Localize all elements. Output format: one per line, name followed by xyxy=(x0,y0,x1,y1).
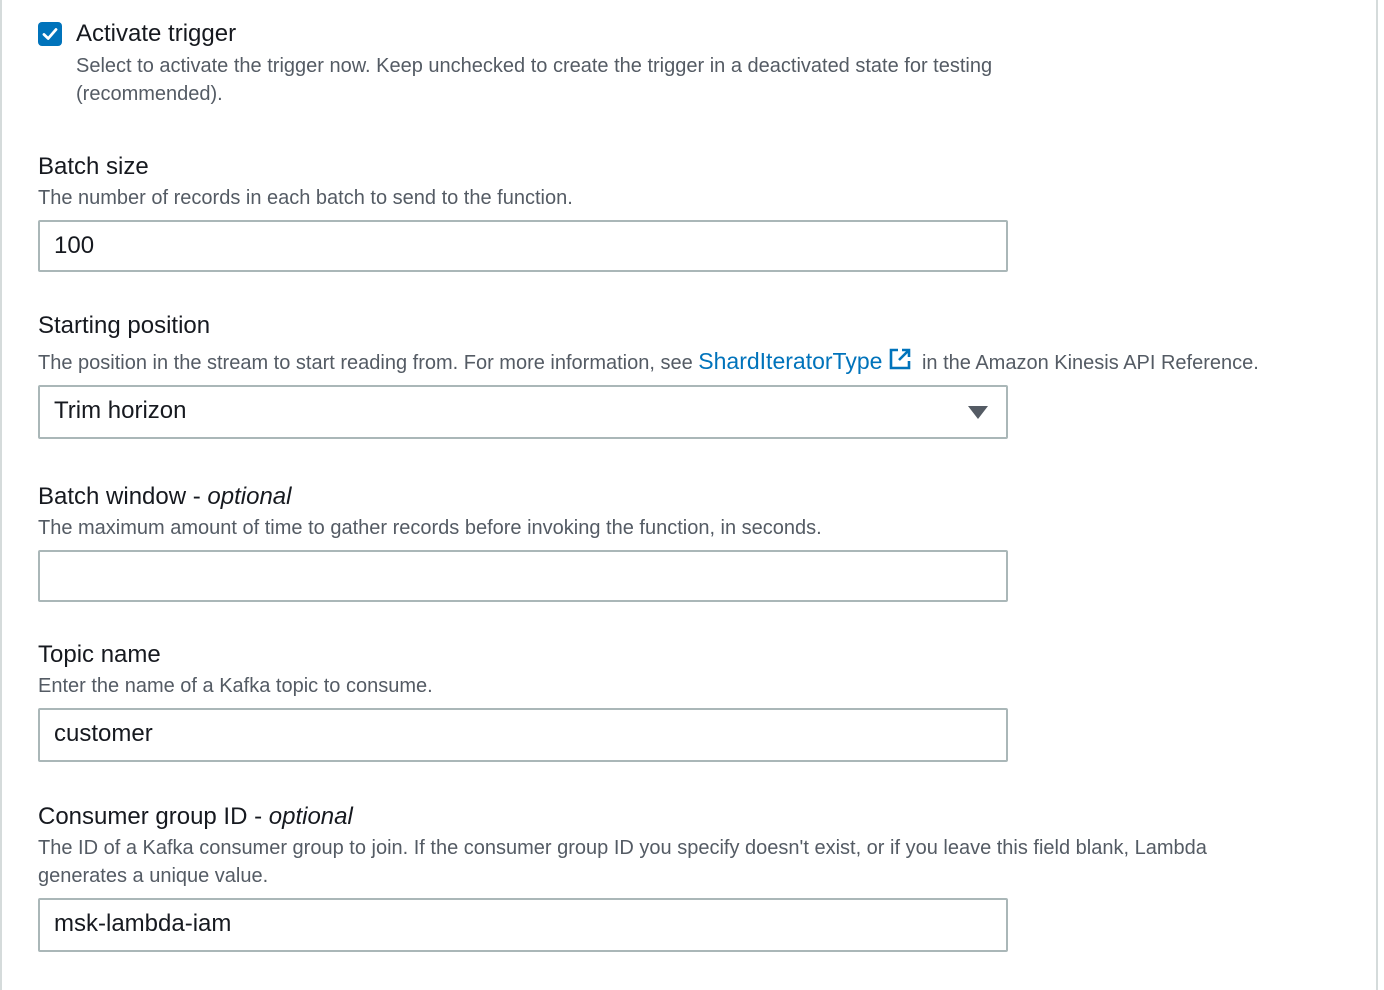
external-link-icon[interactable] xyxy=(888,347,912,371)
activate-trigger-description: Select to activate the trigger now. Keep unchecked to create the trigger in a deactivated state for testing (recommended). xyxy=(76,55,993,105)
batch-size-input[interactable]: 100 xyxy=(38,220,1008,272)
batch-window-input[interactable] xyxy=(38,550,1008,602)
topic-name-field xyxy=(38,640,1358,762)
batch-window-label-text: Batch window - xyxy=(38,483,208,510)
activate-trigger-label[interactable]: Activate trigger xyxy=(76,20,237,47)
starting-position-desc-before: The position in the stream to start reading from. For more information, see xyxy=(38,352,699,374)
batch-window-field xyxy=(38,482,1358,602)
batch-window-label xyxy=(38,482,1358,512)
starting-position-label: Starting position xyxy=(38,312,211,339)
topic-name-label: Topic name xyxy=(38,641,161,668)
batch-size-label: Batch size xyxy=(38,153,149,180)
topic-name-description: Enter the name of a Kafka topic to consume. xyxy=(38,675,433,697)
starting-position-field xyxy=(38,311,1358,439)
consumer-group-description: The ID of a Kafka consumer group to join. If the consumer group ID you specify doesn't exist, or if you leave this field blank, Lambda generates a unique value. xyxy=(38,837,1207,887)
batch-window-description: The maximum amount of time to gather records before invoking the function, in seconds. xyxy=(38,517,822,539)
batch-window-optional: optional xyxy=(207,483,292,510)
consumer-group-label-text: Consumer group ID - xyxy=(38,803,269,830)
consumer-group-label xyxy=(38,802,1358,832)
batch-size-description: The number of records in each batch to send to the function. xyxy=(38,187,573,209)
starting-position-value: Trim horizon xyxy=(54,397,187,424)
check-icon xyxy=(41,25,59,43)
starting-position-select[interactable] xyxy=(38,385,1008,439)
shard-iterator-type-link[interactable]: ShardIteratorType xyxy=(698,348,883,374)
consumer-group-field xyxy=(38,802,1358,952)
caret-down-icon xyxy=(968,406,988,419)
topic-name-input[interactable]: customer xyxy=(38,708,1008,762)
activate-trigger-checkbox[interactable] xyxy=(38,22,62,46)
batch-size-field xyxy=(38,152,1358,272)
starting-position-desc-after: in the Amazon Kinesis API Reference. xyxy=(916,352,1259,374)
starting-position-description xyxy=(38,347,1358,377)
consumer-group-input[interactable]: msk-lambda-iam xyxy=(38,898,1008,952)
consumer-group-optional: optional xyxy=(268,803,353,830)
